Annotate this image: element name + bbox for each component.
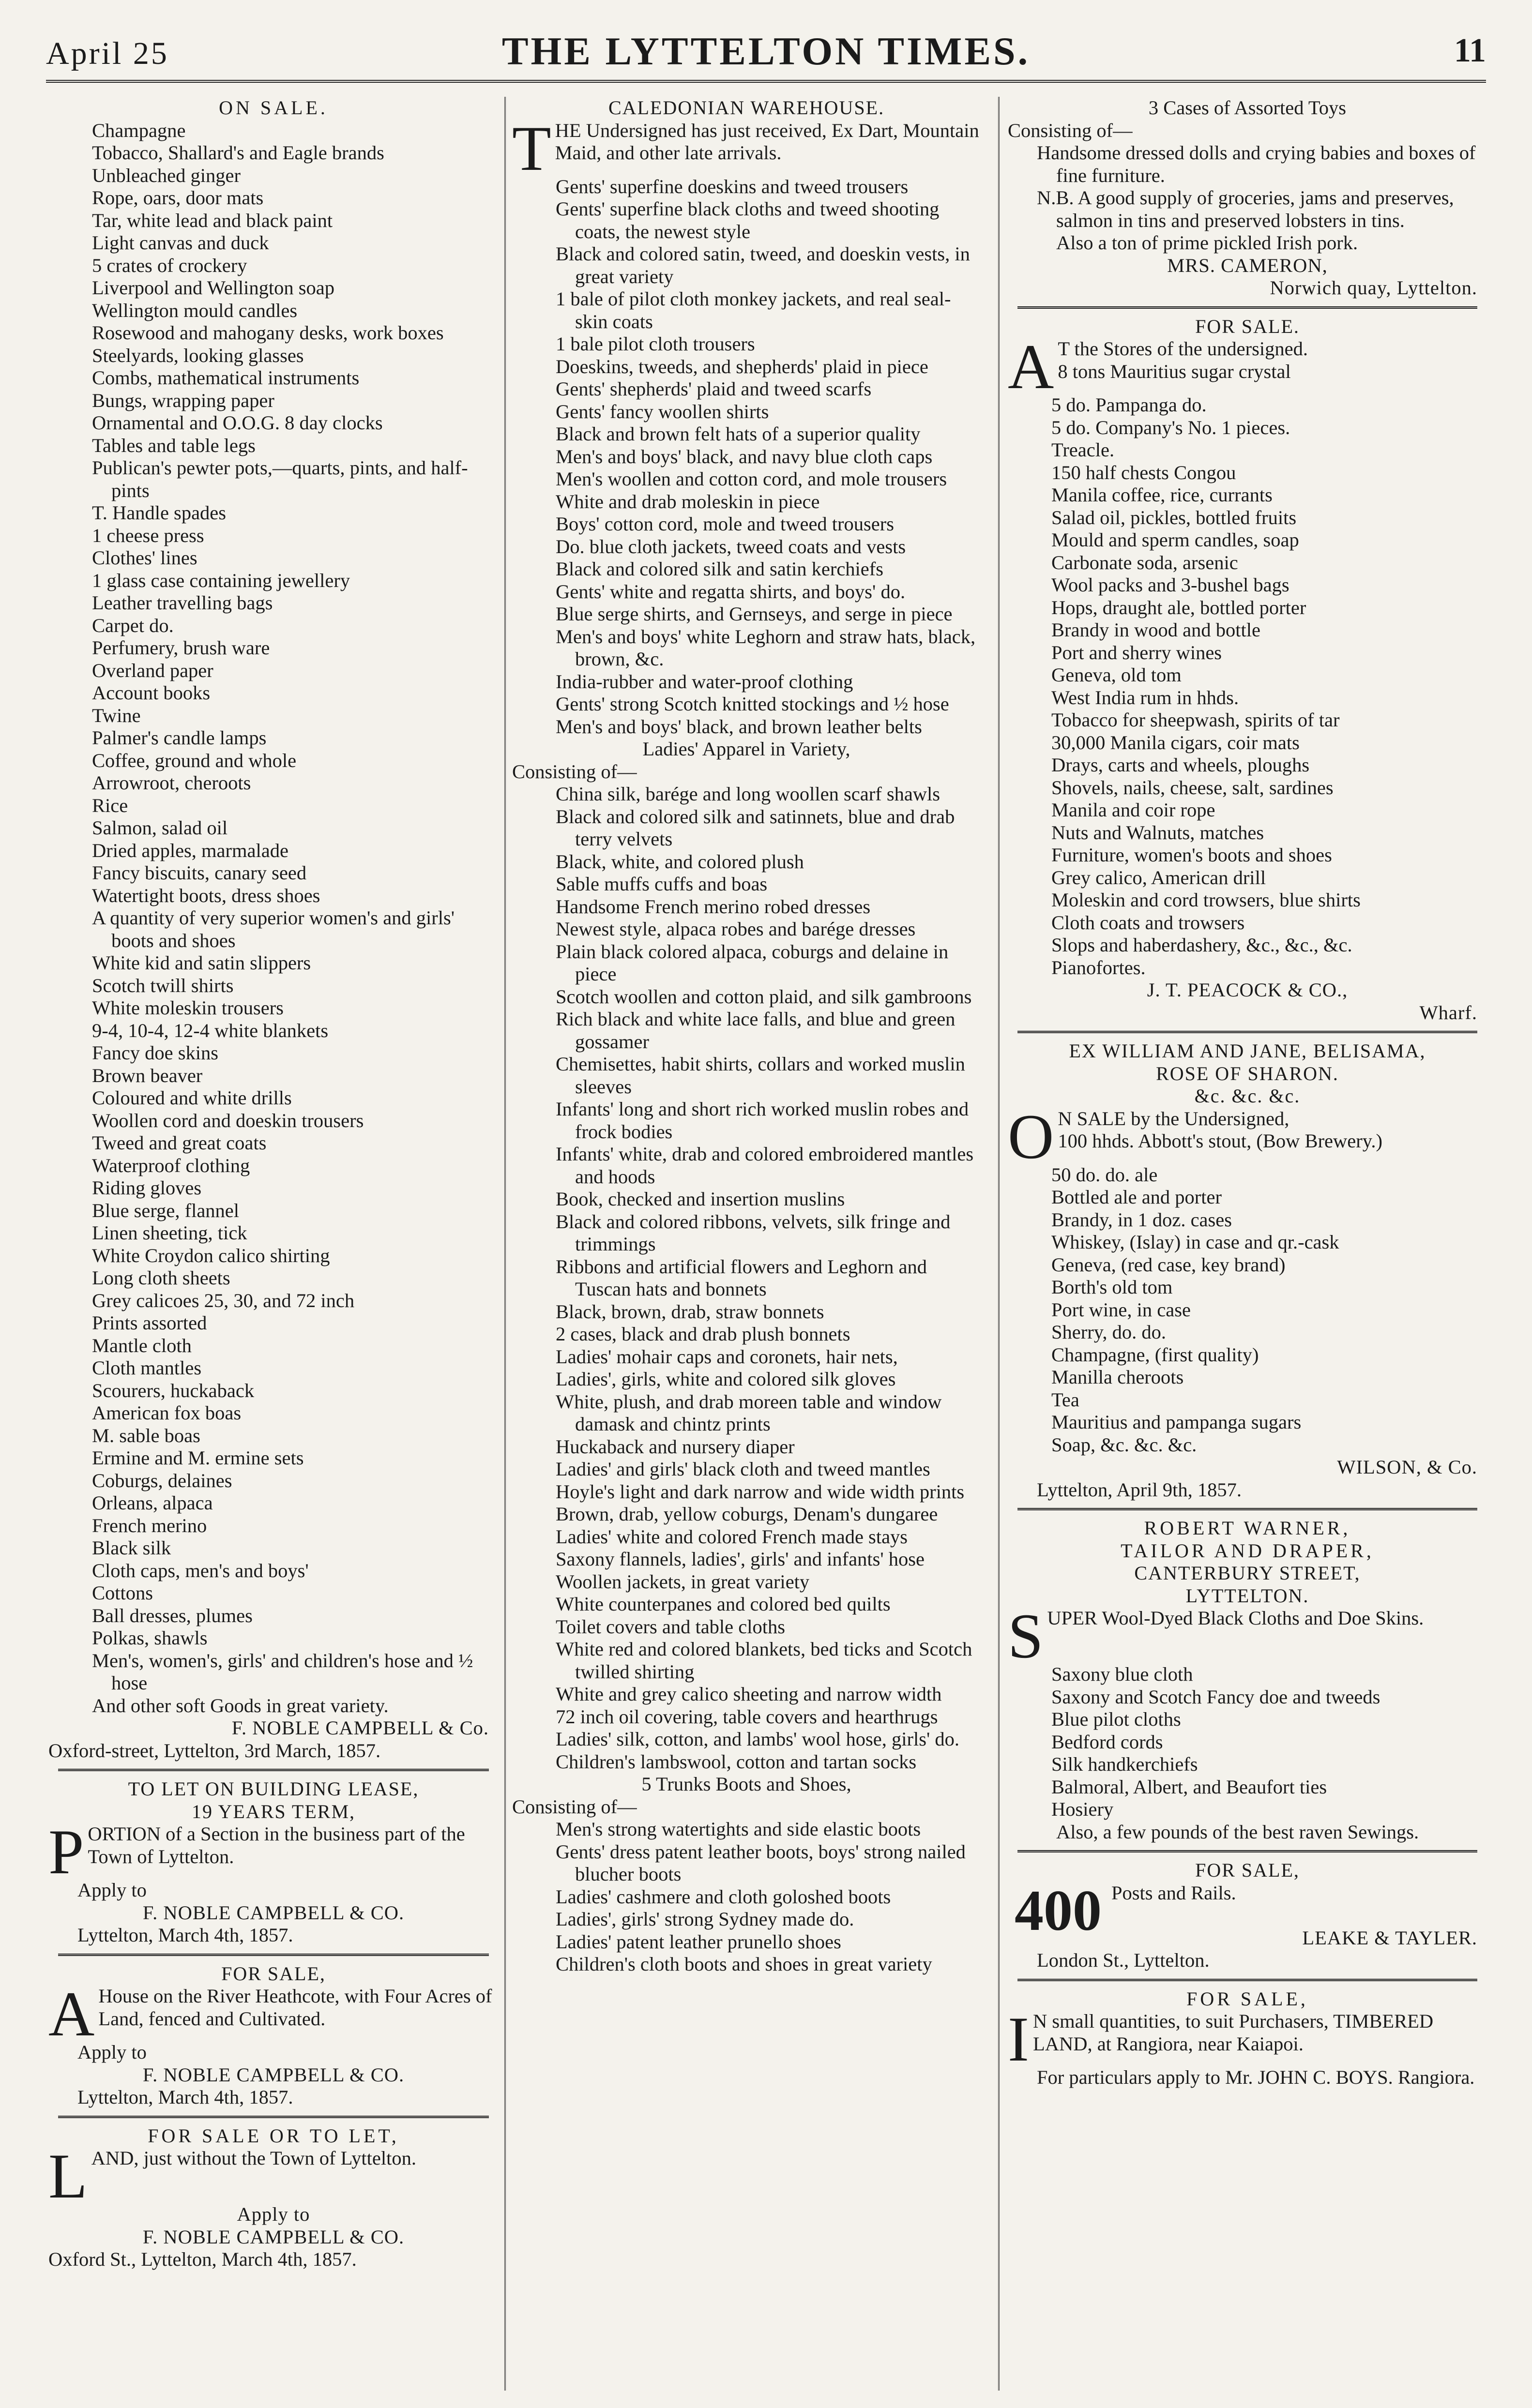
list-item: Shovels, nails, cheese, salt, sardines xyxy=(1051,776,1334,798)
advert-heading: EX WILLIAM AND JANE, BELISAMA, xyxy=(1069,1040,1426,1062)
list-item: Cloth mantles xyxy=(92,1357,202,1379)
list-item: 1 glass case containing jewellery xyxy=(92,569,350,591)
list-item: Book, checked and insertion muslins xyxy=(556,1188,845,1210)
advert-date: Lyttelton, March 4th, 1857. xyxy=(77,2086,293,2108)
list-item: White Croydon calico shirting xyxy=(92,1244,330,1266)
advert-address: Norwich quay, Lyttelton. xyxy=(1270,277,1477,299)
advert-signature: J. T. PEACOCK & CO., xyxy=(1147,979,1348,1001)
list-item: Scotch twill shirts xyxy=(92,974,234,996)
advert-heading: FOR SALE OR TO LET, xyxy=(148,2124,399,2147)
consisting-label: Consisting of— xyxy=(512,760,637,783)
column-3 xyxy=(1008,97,1487,2391)
list-item: Gents' superfine black cloths and tweed shooting coats, the newest style xyxy=(556,198,940,242)
list-item: Children's cloth boots and shoes in great variety xyxy=(556,1953,932,1975)
list-item: Saxony blue cloth xyxy=(1051,1663,1193,1685)
list-item: Whiskey, (Islay) in case and qr.-cask xyxy=(1051,1231,1339,1253)
list-item: Sable muffs cuffs and boas xyxy=(556,873,768,895)
list-item: Fancy biscuits, canary seed xyxy=(92,862,307,884)
list-item: Tobacco, Shallard's and Eagle brands xyxy=(92,142,384,164)
list-item: Cottons xyxy=(92,1582,153,1604)
drop-cap: S xyxy=(1008,1600,1044,1671)
list-item: Ladies' white and colored French made stays xyxy=(556,1525,908,1548)
list-item: Account books xyxy=(92,682,211,704)
list-item: Coloured and white drills xyxy=(92,1087,292,1109)
advert-divider xyxy=(1017,1979,1477,1981)
list-item: Champagne xyxy=(92,119,186,141)
list-item: Blue pilot cloths xyxy=(1051,1708,1181,1730)
advert-land xyxy=(48,2125,499,2271)
item-list xyxy=(1008,1164,1487,1457)
section-heading: Ladies' Apparel in Variety, xyxy=(642,738,850,760)
list-item: White and drab moleskin in piece xyxy=(556,490,820,512)
list-item: Children's lambswool, cotton and tartan socks xyxy=(556,1750,917,1773)
list-item: Black and colored silk and satin kerchiefs xyxy=(556,558,884,580)
list-item: Clothes' lines xyxy=(92,547,197,569)
list-item: 50 do. do. ale xyxy=(1051,1163,1158,1186)
advert-divider xyxy=(1017,306,1477,309)
list-item: Brandy, in 1 doz. cases xyxy=(1051,1208,1232,1231)
list-item: Woollen jackets, in great variety xyxy=(556,1570,810,1593)
page-number: 11 xyxy=(1454,32,1486,69)
list-item: T. Handle spades xyxy=(92,502,227,524)
advert-warner xyxy=(1008,1517,1487,1843)
advert-leake xyxy=(1008,1859,1487,1972)
list-item: White kid and satin slippers xyxy=(92,952,311,974)
list-item: Blue serge, flannel xyxy=(92,1199,240,1221)
advert-heading: FOR SALE, xyxy=(1195,1859,1300,1881)
list-item: Champagne, (first quality) xyxy=(1051,1343,1259,1366)
list-item: American fox boas xyxy=(92,1402,242,1424)
list-item: 5 crates of crockery xyxy=(92,254,247,276)
large-number: 400 xyxy=(1015,1878,1102,1942)
list-item: Borth's old tom xyxy=(1051,1276,1173,1298)
drop-cap: L xyxy=(48,2140,88,2212)
list-item: Perfumery, brush ware xyxy=(92,637,270,659)
advert-line: 3 Cases of Assorted Toys xyxy=(1148,97,1347,119)
list-item: Riding gloves xyxy=(92,1177,202,1199)
list-item: Black and colored silk and satinnets, blue and drab terry velvets xyxy=(556,805,955,850)
list-item: M. sable boas xyxy=(92,1424,200,1446)
list-item: Men's woollen and cotton cord, and mole trousers xyxy=(556,468,947,490)
list-item: Tobacco for sheepwash, spirits of tar xyxy=(1051,709,1340,731)
list-item: Ladies' patent leather prunello shoes xyxy=(556,1930,841,1953)
list-item: Mould and sperm candles, soap xyxy=(1051,529,1299,551)
item-list xyxy=(1008,1663,1487,1821)
list-item: Geneva, old tom xyxy=(1051,664,1182,686)
list-item: Men's and boys' white Leghorn and straw hats, black, brown, &c. xyxy=(556,625,976,670)
list-item: Brown, drab, yellow coburgs, Denam's dungaree xyxy=(556,1503,938,1525)
list-item: Ball dresses, plumes xyxy=(92,1604,253,1626)
list-item: Ladies', girls, white and colored silk gloves xyxy=(556,1368,896,1390)
list-item: Ribbons and artificial flowers and Leghorn and Tuscan hats and bonnets xyxy=(556,1255,927,1300)
drop-cap: A xyxy=(48,1978,95,2049)
list-item: Do. blue cloth jackets, tweed coats and vests xyxy=(556,535,906,557)
list-item: Bedford cords xyxy=(1051,1731,1163,1753)
list-item: Rope, oars, door mats xyxy=(92,187,264,209)
list-item: Steelyards, looking glasses xyxy=(92,344,304,366)
list-item: Moleskin and cord trowsers, blue shirts xyxy=(1051,889,1361,911)
item-list xyxy=(1008,394,1487,979)
advert-body: House on the River Heathcote, with Four Acres of Land, fenced and Cultivated. xyxy=(98,1985,492,2030)
apply-label: Apply to xyxy=(77,1879,147,1901)
list-item: 1 bale pilot cloth trousers xyxy=(556,333,755,355)
list-item: Prints assorted xyxy=(92,1312,207,1334)
advert-peacock xyxy=(1008,316,1487,1024)
advert-house xyxy=(48,1963,499,2109)
list-item: Furniture, women's boots and shoes xyxy=(1051,844,1332,866)
advert-heading: FOR SALE, xyxy=(1186,1987,1308,2010)
list-item: Scourers, huckaback xyxy=(92,1379,255,1401)
list-item: White red and colored blankets, bed ticks and Scotch twilled shirting xyxy=(556,1638,972,1683)
list-item: Polkas, shawls xyxy=(92,1627,208,1649)
list-item: 5 do. Company's No. 1 pieces. xyxy=(1051,416,1290,438)
list-item: Linen sheeting, tick xyxy=(92,1222,247,1244)
list-item: Unbleached ginger xyxy=(92,164,241,186)
list-item: Chemisettes, habit shirts, collars and worked muslin sleeves xyxy=(556,1053,965,1098)
list-item: Tweed and great coats xyxy=(92,1132,267,1154)
masthead xyxy=(46,27,1486,83)
list-item: Tables and table legs xyxy=(92,434,256,456)
advert-body: For particulars apply to Mr. JOHN C. BOYS. Rangiora. xyxy=(1037,2066,1475,2088)
consisting-label: Consisting of— xyxy=(1008,119,1133,141)
list-item: Men's strong watertights and side elastic boots xyxy=(556,1818,921,1840)
list-item: Watertight boots, dress shoes xyxy=(92,884,320,906)
list-item: Gents' shepherds' plaid and tweed scarfs xyxy=(556,378,872,400)
advert-intro: 100 hhds. Abbott's stout, (Bow Brewery.) xyxy=(1058,1130,1382,1152)
advert-heading: &c. &c. &c. xyxy=(1194,1085,1301,1107)
drop-cap: O xyxy=(1008,1100,1054,1172)
list-item: Palmer's candle lamps xyxy=(92,727,267,749)
list-item: Rosewood and mahogany desks, work boxes xyxy=(92,322,444,344)
list-item: Leather travelling bags xyxy=(92,592,273,614)
consisting-label: Consisting of— xyxy=(512,1795,637,1818)
advert-on-sale xyxy=(48,97,499,1762)
list-item: Twine xyxy=(92,704,141,726)
list-item: Handsome dressed dolls and crying babies and boxes of fine furniture. xyxy=(1037,142,1476,186)
list-item: Ladies' cashmere and cloth goloshed boots xyxy=(556,1885,891,1908)
list-item: Blue serge shirts, and Gernseys, and serge in piece xyxy=(556,603,953,625)
list-item: Wool packs and 3-bushel bags xyxy=(1051,574,1289,596)
list-item: Carpet do. xyxy=(92,614,174,636)
list-item: Light canvas and duck xyxy=(92,232,269,254)
list-item: Carbonate soda, arsenic xyxy=(1051,551,1238,573)
list-item: Orleans, alpaca xyxy=(92,1492,213,1514)
advert-address: Wharf. xyxy=(1419,1001,1477,1023)
advert-intro: HE Undersigned has just received, Ex Dart, Mountain Maid, and other late arrivals. xyxy=(555,119,979,164)
list-item: China silk, barége and long woollen scarf shawls xyxy=(556,783,940,805)
advert-heading: LYTTELTON. xyxy=(1185,1584,1309,1607)
list-item: Tar, white lead and black paint xyxy=(92,209,333,231)
list-item: Liverpool and Wellington soap xyxy=(92,277,335,299)
item-list xyxy=(512,1818,981,1976)
advert-signature: MRS. CAMERON, xyxy=(1167,254,1328,276)
advert-heading: ROSE OF SHARON. xyxy=(1156,1062,1339,1084)
list-item: Manila coffee, rice, currants xyxy=(1051,484,1273,506)
list-item: Coburgs, delaines xyxy=(92,1469,232,1491)
list-item: And other soft Goods in great variety. xyxy=(92,1694,389,1716)
advert-signature: F. NOBLE CAMPBELL & CO. xyxy=(142,2226,405,2248)
advert-heading: TAILOR AND DRAPER, xyxy=(1121,1539,1374,1562)
list-item: Balmoral, Albert, and Beaufort ties xyxy=(1051,1776,1327,1798)
list-item: Newest style, alpaca robes and barége dresses xyxy=(556,918,916,940)
list-item: Rice xyxy=(92,794,128,816)
list-item: Treacle. xyxy=(1051,439,1115,461)
list-item: Ermine and M. ermine sets xyxy=(92,1447,304,1469)
list-item: Salad oil, pickles, bottled fruits xyxy=(1051,506,1297,528)
apply-label: Apply to xyxy=(77,2041,147,2063)
list-item: Saxony and Scotch Fancy doe and tweeds xyxy=(1051,1686,1380,1708)
list-item: Gents' superfine doeskins and tweed trousers xyxy=(556,175,909,197)
list-item: Woollen cord and doeskin trousers xyxy=(92,1109,364,1131)
list-item: Infants' white, drab and colored embroidered mantles and hoods xyxy=(556,1143,974,1188)
advert-heading: FOR SALE, xyxy=(221,1962,326,1985)
list-item: Brandy in wood and bottle xyxy=(1051,619,1260,641)
advert-body: ORTION of a Section in the business part of the Town of Lyttelton. xyxy=(88,1823,465,1867)
list-item: Ladies' silk, cotton, and lambs' wool hose, girls' do. xyxy=(556,1728,960,1750)
list-item: 9-4, 10-4, 12-4 white blankets xyxy=(92,1019,329,1041)
list-item: Geneva, (red case, key brand) xyxy=(1051,1253,1286,1276)
drop-cap: T xyxy=(512,112,551,184)
drop-cap: P xyxy=(48,1816,84,1887)
list-item: Cloth caps, men's and boys' xyxy=(92,1559,309,1581)
list-item: Port wine, in case xyxy=(1051,1298,1191,1321)
list-item: White moleskin trousers xyxy=(92,997,284,1019)
advert-date: Oxford St., Lyttelton, March 4th, 1857. xyxy=(48,2248,357,2270)
advert-address: Oxford-street, Lyttelton, 3rd March, 1857. xyxy=(48,1739,381,1761)
advert-body: AND, just without the Town of Lyttelton. xyxy=(91,2147,417,2169)
item-list xyxy=(48,120,499,1717)
list-item: Tea xyxy=(1051,1388,1079,1411)
list-item: Ladies' mohair caps and coronets, hair nets, xyxy=(556,1345,898,1368)
advert-divider xyxy=(58,1769,489,1771)
advert-cameron xyxy=(1008,97,1487,300)
list-item: Ornamental and O.O.G. 8 day clocks xyxy=(92,412,383,434)
list-item: Combs, mathematical instruments xyxy=(92,367,360,389)
advert-intro: UPER Wool-Dyed Black Cloths and Doe Skins. xyxy=(1047,1607,1424,1629)
advert-divider xyxy=(1017,1850,1477,1852)
advert-heading: CALEDONIAN WAREHOUSE. xyxy=(608,97,885,119)
column-divider xyxy=(998,97,1000,2391)
list-item: Publican's pewter pots,—quarts, pints, and half-pints xyxy=(92,457,468,501)
list-item: Wellington mould candles xyxy=(92,299,298,321)
advert-wilson xyxy=(1008,1040,1487,1501)
list-item: Soap, &c. &c. &c. xyxy=(1051,1433,1197,1456)
list-item: Grey calico, American drill xyxy=(1051,866,1266,888)
list-item: Gents' fancy woollen shirts xyxy=(556,400,769,422)
list-item: Plain black colored alpaca, coburgs and delaine in piece xyxy=(556,940,949,985)
section-heading: 5 Trunks Boots and Shoes, xyxy=(641,1773,851,1795)
advert-divider xyxy=(1017,1031,1477,1033)
advert-address: London St., Lyttelton. xyxy=(1037,1949,1210,1971)
list-item: Men's and boys' black, and navy blue cloth caps xyxy=(556,445,933,467)
list-item: Coffee, ground and whole xyxy=(92,749,297,771)
drop-cap: A xyxy=(1008,331,1054,402)
advert-body: N small quantities, to suit Purchasers, TIMBERED LAND, at Rangiora, near Kaiapoi. xyxy=(1032,2010,1434,2055)
list-item: White, plush, and drab moreen table and window damask and chintz prints xyxy=(556,1390,942,1435)
advert-divider xyxy=(58,1954,489,1956)
list-item: Black and colored ribbons, velvets, silk fringe and trimmings xyxy=(556,1210,951,1255)
list-item: Gents' white and regatta shirts, and boys' do. xyxy=(556,580,906,602)
column-1 xyxy=(48,97,499,2391)
list-item: Bottled ale and porter xyxy=(1051,1186,1222,1208)
list-item: Arrowroot, cheroots xyxy=(92,772,251,794)
item-list xyxy=(1008,142,1487,187)
list-item: Nuts and Walnuts, matches xyxy=(1051,821,1264,843)
list-item: White counterpanes and colored bed quilts xyxy=(556,1593,891,1615)
list-item: 2 cases, black and drab plush bonnets xyxy=(556,1323,850,1345)
newspaper-title: THE LYTTELTON TIMES. xyxy=(501,29,1031,73)
advert-date: Lyttelton, April 9th, 1857. xyxy=(1037,1478,1242,1501)
advert-note: Also, a few pounds of the best raven Sewings. xyxy=(1056,1821,1419,1843)
advert-date: Lyttelton, March 4th, 1857. xyxy=(77,1924,293,1946)
list-item: Black, white, and colored plush xyxy=(556,850,804,873)
advert-signature: F. NOBLE CAMPBELL & CO. xyxy=(142,1901,405,1924)
list-item: Port and sherry wines xyxy=(1051,641,1222,663)
list-item: 150 half chests Congou xyxy=(1051,461,1236,483)
list-item: Hops, draught ale, bottled porter xyxy=(1051,596,1306,618)
advert-subheading: 19 YEARS TERM, xyxy=(191,1800,356,1822)
advert-intro: 8 tons Mauritius sugar crystal xyxy=(1058,360,1291,382)
advert-divider xyxy=(1017,1508,1477,1510)
advert-intro: N SALE by the Undersigned, xyxy=(1058,1107,1289,1129)
advert-boys xyxy=(1008,1988,1487,2089)
list-item: Infants' long and short rich worked muslin robes and frock bodies xyxy=(556,1098,969,1143)
list-item: Cloth coats and trowsers xyxy=(1051,911,1245,933)
list-item: Drays, carts and wheels, ploughs xyxy=(1051,754,1310,776)
item-list xyxy=(512,176,981,738)
list-item: Salmon, salad oil xyxy=(92,817,228,839)
advert-intro: T the Stores of the undersigned. xyxy=(1058,338,1308,360)
advert-heading: ON SALE. xyxy=(219,97,328,119)
list-item: Huckaback and nursery diaper xyxy=(556,1435,795,1458)
list-item: Waterproof clothing xyxy=(92,1154,250,1176)
list-item: Ladies', girls' strong Sydney made do. xyxy=(556,1908,854,1930)
list-item: Gents' strong Scotch knitted stockings and ½ hose xyxy=(556,693,949,715)
list-item: Black and colored satin, tweed, and doeskin vests, in great variety xyxy=(556,243,970,287)
list-item: 1 bale of pilot cloth monkey jackets, and real seal-skin coats xyxy=(556,288,951,332)
list-item: Men's and boys' black, and brown leather belts xyxy=(556,715,922,737)
list-item: Saxony flannels, ladies', girls' and infants' hose xyxy=(556,1548,925,1570)
list-item: A quantity of very superior women's and girls' boots and shoes xyxy=(92,907,455,951)
column-divider xyxy=(504,97,506,2391)
advert-heading: CANTERBURY STREET, xyxy=(1134,1562,1361,1584)
list-item: Manilla cheroots xyxy=(1051,1366,1184,1388)
list-item: Bungs, wrapping paper xyxy=(92,389,274,411)
list-item: Silk handkerchiefs xyxy=(1051,1753,1198,1775)
list-item: Slops and haberdashery, &c., &c., &c. xyxy=(1051,934,1352,956)
advert-signature: F. NOBLE CAMPBELL & Co. xyxy=(231,1717,489,1739)
list-item: Fancy doe skins xyxy=(92,1042,218,1064)
list-item: Sherry, do. do. xyxy=(1051,1321,1166,1343)
advert-signature: WILSON, & Co. xyxy=(1337,1456,1477,1478)
list-item: Dried apples, marmalade xyxy=(92,839,288,861)
advert-signature: F. NOBLE CAMPBELL & CO. xyxy=(142,2063,405,2086)
list-item: Toilet covers and table cloths xyxy=(556,1615,786,1638)
advert-note: N.B. A good supply of groceries, jams and preserves, salmon in tins and preserved lobsters in tins. xyxy=(1037,187,1454,231)
advert-heading: TO LET ON BUILDING LEASE, xyxy=(128,1778,419,1800)
list-item: Grey calicoes 25, 30, and 72 inch xyxy=(92,1289,355,1311)
list-item: Rich black and white lace falls, and blue and green gossamer xyxy=(556,1008,956,1053)
advert-lease xyxy=(48,1778,499,1947)
list-item: Black and brown felt hats of a superior quality xyxy=(556,423,921,445)
drop-cap: I xyxy=(1008,2003,1029,2075)
list-item: Manila and coir rope xyxy=(1051,799,1215,821)
list-item: Black silk xyxy=(92,1537,171,1559)
list-item: Handsome French merino robed dresses xyxy=(556,895,871,918)
list-item: Long cloth sheets xyxy=(92,1267,230,1289)
list-item: Doeskins, tweeds, and shepherds' plaid in piece xyxy=(556,355,928,377)
advert-divider xyxy=(58,2116,489,2118)
list-item: 72 inch oil covering, table covers and hearthrugs xyxy=(556,1705,938,1728)
list-item: West India rum in hhds. xyxy=(1051,686,1239,708)
apply-label: Apply to xyxy=(237,2203,310,2225)
list-item: Mauritius and pampanga sugars xyxy=(1051,1411,1302,1433)
advert-heading: FOR SALE. xyxy=(1195,315,1300,337)
item-list xyxy=(512,783,981,1773)
list-item: Mantle cloth xyxy=(92,1334,192,1356)
list-item: Brown beaver xyxy=(92,1064,203,1086)
list-item: India-rubber and water-proof clothing xyxy=(556,670,853,692)
advert-body: Posts and Rails. xyxy=(1111,1881,1236,1904)
list-item: Ladies' and girls' black cloth and tweed mantles xyxy=(556,1458,930,1480)
list-item: Gents' dress patent leather boots, boys' strong nailed blucher boots xyxy=(556,1840,966,1885)
list-item: 1 cheese press xyxy=(92,524,204,546)
list-item: Men's, women's, girls' and children's hose and ½ hose xyxy=(92,1649,473,1694)
advert-heading: ROBERT WARNER, xyxy=(1144,1517,1351,1539)
list-item: 5 do. Pampanga do. xyxy=(1051,394,1207,416)
list-item: Boys' cotton cord, mole and tweed trousers xyxy=(556,513,895,535)
list-item: Pianofortes. xyxy=(1051,956,1146,978)
advert-signature: LEAKE & TAYLER. xyxy=(1302,1926,1477,1949)
list-item: Overland paper xyxy=(92,659,213,681)
list-item: Scotch woollen and cotton plaid, and silk gambroons xyxy=(556,985,972,1008)
list-item: Hoyle's light and dark narrow and wide width prints xyxy=(556,1480,965,1503)
column-2 xyxy=(512,97,981,2391)
list-item: 30,000 Manila cigars, coir mats xyxy=(1051,731,1300,753)
list-item: White and grey calico sheeting and narrow width xyxy=(556,1683,942,1705)
advert-note: Also a ton of prime pickled Irish pork. xyxy=(1056,232,1358,254)
list-item: French merino xyxy=(92,1514,207,1536)
list-item: Hosiery xyxy=(1051,1798,1114,1820)
issue-date: April 25 xyxy=(46,36,169,71)
list-item: Black, brown, drab, straw bonnets xyxy=(556,1300,824,1323)
